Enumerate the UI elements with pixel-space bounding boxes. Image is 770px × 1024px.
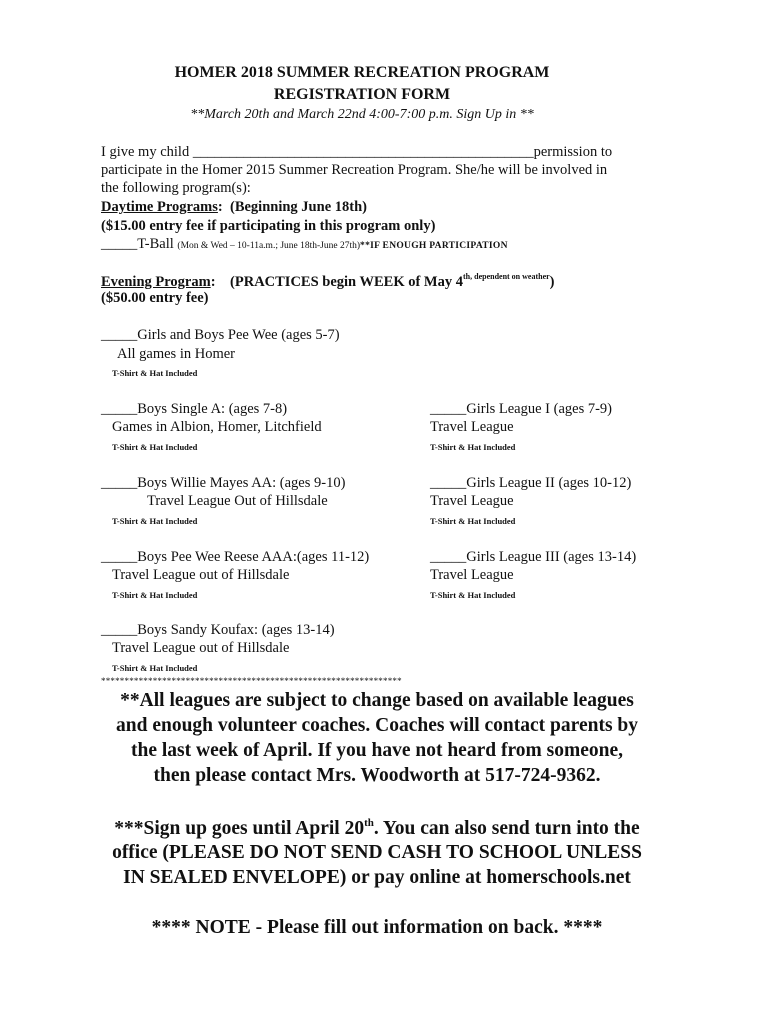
- intro-prefix: I give my child: [101, 144, 193, 160]
- girls-league-1-detail: Travel League: [430, 419, 514, 435]
- evening-heading: Evening Program: [101, 274, 211, 290]
- boys-willie-mays-detail: Travel League Out of Hillsdale: [147, 493, 328, 509]
- practices-text: (PRACTICES begin WEEK of May 4: [230, 274, 463, 290]
- intro-line3: the following program(s):: [101, 180, 251, 196]
- girls-league-3-label[interactable]: _____Girls League III (ages 13-14): [430, 549, 637, 565]
- notice-line1: **All leagues are subject to change based on available leagues: [120, 690, 634, 711]
- pee-wee-label[interactable]: _____Girls and Boys Pee Wee (ages 5-7): [101, 327, 340, 343]
- pee-wee-note: T-Shirt & Hat Included: [112, 368, 198, 378]
- daytime-fee: ($15.00 entry fee if participating in this program only): [101, 218, 436, 234]
- tball-label: T-Ball: [137, 236, 174, 252]
- pee-wee-detail: All games in Homer: [117, 346, 235, 362]
- signup-line1: [0, 817, 754, 840]
- intro-line2: participate in the Homer 2015 Summer Recreation Program. She/he will be involved in: [101, 162, 608, 178]
- girls-league-2-note: T-Shirt & Hat Included: [430, 516, 516, 526]
- boys-single-a-detail: Games in Albion, Homer, Litchfield: [112, 419, 322, 435]
- notice-line4: then please contact Mrs. Woodworth at 517-724-9362.: [153, 765, 601, 786]
- practices-superscript: th, dependent on weather: [463, 272, 550, 281]
- girls-league-3-detail: Travel League: [430, 567, 514, 583]
- evening-heading-line: [101, 272, 555, 291]
- asterisk-divider: ****************************************************************: [101, 676, 402, 686]
- practices-close: ): [549, 274, 555, 290]
- signup-line1-text: ***Sign up goes until April 20: [114, 818, 365, 839]
- boys-pee-wee-reese-detail: Travel League out of Hillsdale: [112, 567, 290, 583]
- tball-blank[interactable]: _____: [101, 236, 138, 252]
- signup-dates: **March 20th and March 22nd 4:00-7:00 p.m. Sign Up in **: [190, 107, 534, 122]
- daytime-begin: (Beginning June 18th): [230, 199, 367, 215]
- notice-line3: the last week of April. If you have not heard from someone,: [131, 740, 623, 761]
- tball-details: (Mon & Wed – 10-11a.m.; June 18th-June 27th): [177, 241, 361, 251]
- form-title-line2: REGISTRATION FORM: [273, 86, 451, 103]
- form-title-line1: HOMER 2018 SUMMER RECREATION PROGRAM: [174, 64, 550, 81]
- signup-line1-sup: th: [364, 817, 374, 829]
- signup-line2: office (PLEASE DO NOT SEND CASH TO SCHOOL UNLESS: [112, 842, 642, 863]
- daytime-colon: :: [217, 199, 223, 215]
- evening-colon: :: [210, 274, 216, 290]
- boys-sandy-koufax-detail: Travel League out of Hillsdale: [112, 640, 290, 656]
- intro-line1: [101, 144, 612, 161]
- child-name-blank[interactable]: _______________________________________________: [192, 144, 534, 160]
- boys-single-a-note: T-Shirt & Hat Included: [112, 442, 198, 452]
- tball-note: **IF ENOUGH PARTICIPATION: [360, 241, 508, 251]
- boys-single-a-label[interactable]: _____Boys Single A: (ages 7-8): [101, 401, 288, 417]
- boys-pee-wee-reese-label[interactable]: _____Boys Pee Wee Reese AAA:(ages 11-12): [101, 549, 370, 565]
- signup-line1-suffix: . You can also send turn into the: [373, 818, 640, 839]
- notice-line2: and enough volunteer coaches. Coaches will contact parents by: [116, 715, 638, 736]
- girls-league-1-label[interactable]: _____Girls League I (ages 7-9): [430, 401, 612, 417]
- girls-league-2-label[interactable]: _____Girls League II (ages 10-12): [430, 475, 632, 491]
- daytime-heading: Daytime Programs: [101, 199, 218, 215]
- evening-fee: ($50.00 entry fee): [101, 290, 209, 306]
- girls-league-2-detail: Travel League: [430, 493, 514, 509]
- boys-pee-wee-reese-note: T-Shirt & Hat Included: [112, 590, 198, 600]
- boys-sandy-koufax-label[interactable]: _____Boys Sandy Koufax: (ages 13-14): [101, 622, 335, 638]
- boys-willie-mays-note: T-Shirt & Hat Included: [112, 516, 198, 526]
- boys-willie-mays-label[interactable]: _____Boys Willie Mayes AA: (ages 9-10): [101, 475, 346, 491]
- footer-note: **** NOTE - Please fill out information on back. ****: [151, 917, 603, 938]
- daytime-heading-line: [101, 199, 367, 216]
- tball-line: [101, 236, 508, 253]
- signup-line3: IN SEALED ENVELOPE) or pay online at homerschools.net: [123, 867, 631, 888]
- intro-suffix: permission to: [533, 144, 613, 160]
- boys-sandy-koufax-note: T-Shirt & Hat Included: [112, 663, 198, 673]
- girls-league-3-note: T-Shirt & Hat Included: [430, 590, 516, 600]
- girls-league-1-note: T-Shirt & Hat Included: [430, 442, 516, 452]
